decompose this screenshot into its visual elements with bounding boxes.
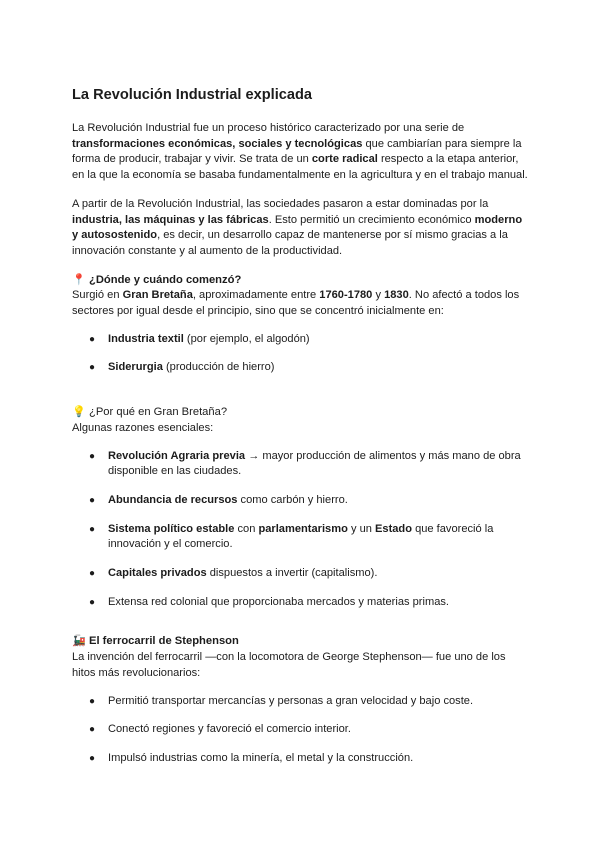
text-run: A partir de la Revolución Industrial, las sociedades pasaron a estar dominadas por la [72,197,489,210]
bullet-icon: ● [89,695,96,707]
intro-paragraph-2 [72,197,528,260]
train-icon: 🚂 [72,635,86,648]
text-run: (producción de hierro) [162,361,275,374]
text-run: (por ejemplo, el algodón) [183,332,310,345]
section-heading-why-britain [72,405,528,421]
bold-run: Abundancia de recursos [108,493,238,506]
bullet-icon: ● [89,752,96,764]
bold-run: Sistema político estable [108,522,235,535]
bullet-icon: ● [89,362,96,374]
section-intro: La invención del ferrocarril —con la locomotora de George Stephenson— fue uno de los hitos más revolucionarios: [72,651,506,679]
bullet-list [72,694,528,767]
list-item [72,694,528,710]
text-run: . No afectó a todos los sectores por igual desde el principio, sino que se concentró inicialmente en: [72,289,520,318]
bullet-icon: ● [89,450,96,462]
spacer [72,623,528,634]
bullet-icon: ● [89,568,96,580]
text-run: Extensa red colonial que proporcionaba mercados y materias primas. [108,595,449,608]
bullet-icon: ● [89,724,96,736]
bold-run: parlamentarismo [258,522,348,535]
bold-run: moderno y autosostenido [72,213,523,242]
bold-run: Revolución Agraria previa [108,449,246,462]
pin-icon: 📍 [72,273,86,286]
list-item [72,360,528,376]
text-run: y un [347,522,375,535]
bold-run: Industria textil [108,332,184,345]
text-run: La Revolución Industrial fue un proceso histórico caracterizado por una serie de [72,122,465,134]
section-title: El ferrocarril de Stephenson [89,635,239,648]
bullet-icon: ● [89,494,96,506]
text-run: dispuestos a invertir (capitalismo). [206,567,378,580]
list-item [72,722,528,738]
text-run: , es decir, un desarrollo capaz de mantenerse por sí mismo gracias a la innovación constante y al aumento de la productividad. [72,229,508,257]
text-run: y [372,289,385,302]
section-title: ¿Por qué en Gran Bretaña? [89,406,228,419]
text-run: . Esto permitió un crecimiento económico [268,213,475,226]
text-run: Surgió en [72,289,123,302]
bullet-icon: ● [89,523,96,535]
bold-run: Gran Bretaña [122,289,193,302]
text-run: Impulsó industrias como la minería, el metal y la construcción. [108,751,414,764]
section-intro: Algunas razones esenciales: [72,421,214,434]
list-item [72,566,528,582]
spacer [72,389,528,405]
intro-paragraph-1 [72,121,528,184]
text-run: Conectó regiones y favoreció el comercio interior. [108,723,351,736]
list-item [72,332,528,348]
text-run: que favoreció la innovación y el comercio. [108,522,494,551]
list-item [72,449,528,480]
section-heading-railway [72,634,528,650]
bullet-icon: ● [89,596,96,608]
section-title: ¿Dónde y cuándo comenzó? [89,273,242,286]
section-intro [72,288,528,319]
list-item [72,751,528,767]
bold-run: industria, las máquinas y las fábricas [72,213,269,226]
text-run: como carbón y hierro. [237,493,348,506]
text-run: , aproximadamente entre [192,289,320,302]
page-title: La Revolución Industrial explicada [72,87,313,103]
list-item [72,522,528,553]
bold-run: 1760-1780 [319,289,373,302]
text-run: con [234,522,259,535]
bullet-list [72,449,528,611]
list-item [72,595,528,611]
lightbulb-icon: 💡 [72,406,86,419]
bold-run: Capitales privados [108,567,207,580]
bold-run: corte radical [311,153,378,166]
bold-run: transformaciones económicas, sociales y tecnológicas [72,137,363,150]
text-run: que cambiarían para siempre la forma de producir, trabajar y vivir. Se trata de un [72,137,522,166]
text-run: → mayor producción de alimentos y más mano de obra disponible en las ciudades. [108,449,521,478]
bold-run: 1830 [384,289,409,302]
bullet-list [72,332,528,376]
bold-run: Estado [375,522,412,535]
text-run: Permitió transportar mercancías y personas a gran velocidad y bajo coste. [108,694,474,707]
bullet-icon: ● [89,333,96,345]
bold-run: Siderurgia [108,361,163,374]
document-body [72,86,528,780]
section-heading-where-when [72,273,528,289]
text-run: respecto a la etapa anterior, en la que la economía se basaba fundamentalmente en la agricultura y en el trabajo manual. [72,153,528,182]
list-item [72,493,528,509]
